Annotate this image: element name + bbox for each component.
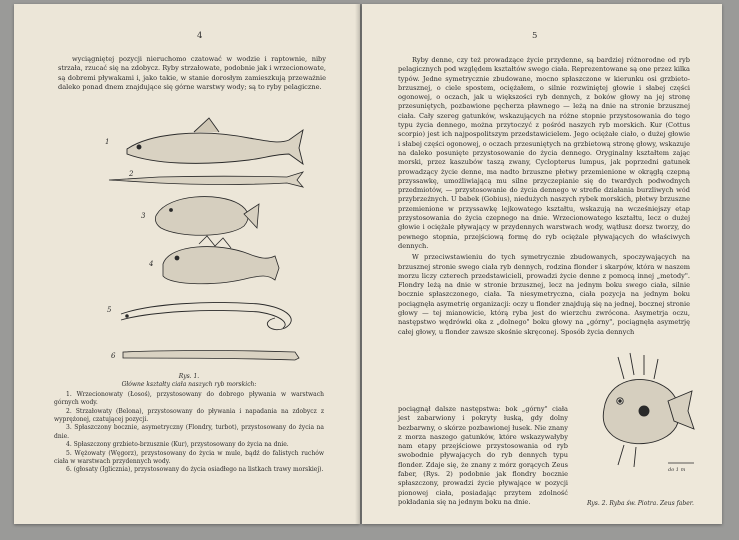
fish-salmon [127, 118, 303, 164]
caption-item: 5. Wężowaty (Węgorz), przystosowany do życia w mule, bądź do falistych ruchów ciała w warstwach przydennych wody. [54, 449, 324, 466]
fish-garfish [109, 172, 303, 187]
intro-paragraph: wyciągniętej pozycji nieruchomo czatować w wodzie i raptownie, niby strzała, rzucać się na zdobycz. Ryby strzałowate, podobnie jak i wrzecionowate, są dobremi pływakami i, jako takie, w stanie dorosłym zamieszkują przeważnie daleko ponad dnem znajdujące się górne warstwy wody; są to ryby pelagiczne. [58, 55, 326, 91]
caption-item: 6. (głosaty (Iglicznia), przystosowany do życia osiadłego na listkach trawy morskiej). [66, 466, 324, 474]
paragraph-1: Ryby denne, czy też prowadzące życie przydenne, są bardziej różnorodne od ryb pelagicznych pod względem kształtów swego ciała. Reprezentowane są one przez kilka typów. Jedne symetrycznie zbudowane, mocno spłaszczone w kierunku osi grzbieto-brzusznej, o ciele spostem, ociężałem, o silnie rozwiniętej głowie i słabej części ogonowej, o oczach, jak u większości ryb dennych, z boków głowy na jej stronę przesuniętych, pozbawione pęcherza pławnego — leżą na dnie na stronie brzusznej ciała. Cały szereg gatunków, wskazujących na różne stopnie przystosowania do tego typu życia dennego, można przytoczyć z pośród naszych ryb morskich. Kur (Cottus scorpio) jest ich najpospolitszym przedstawicielem. Jego ociężałe ciało, o dużej głowie i słabej części ogonowej, o oczach przesuniętych na grzbietową stronę głowy, wskazuje na daleko posunięte przystosowanie do życia dennego. Oryginalny kształtem zając morski, przez kaszubów taszą zwany, Cyclopterus lumpus, jak poprzedni gatunek prowadzący życie denne, ma nadto brzuszne płetwy przemienione w okrągłą czepną przyssawkę, umożliwiającą mu silne przyczepianie się do twardych podwodnych przedmiotów, — przystosowanie do życia dennego w strefie działania burzliwych wód przybrzeżnych. U babek (Gobius), niedużych naszych rybek morskich, płetwy brzuszne przemienione w przyssawkę lejkowatego kształtu, wskazują na wcześniejszy etap przystosowania do życia czepnego na dnie. Wrzecionowatego kształtu, lecz o dużej głowie i ociężale pływający w przydennych warstwach wody, wątłusz dorsz tworzy, do pewnego stopnia, przejściową formę do ryb ociężale pływających do właściwych dennych. [398, 56, 690, 250]
fish-flounder [155, 197, 259, 236]
fish-label-2: 2 [129, 170, 134, 178]
caption-item: 2. Strzałowaty (Belona), przystosowany do pływania i napadania na zdobycz z wyprężonej, czatującej pozycji. [54, 407, 324, 424]
fish-label-4: 4 [149, 260, 154, 268]
caption-item: 3. Spłaszczony bocznie, asymetryczny (Flondry, turbot), przystosowany do życia na dnie. [54, 424, 324, 440]
caption-item: 4. Spłaszczony grzbieto-brzusznie (Kur), przystosowany do życia na dnie. [66, 441, 289, 449]
right-narrow-text [398, 405, 568, 507]
fish-label-5: 5 [107, 306, 112, 314]
figure2-caption: Rys. 2. Ryba św. Piotra. Zeus faber. [587, 500, 694, 507]
left-page-number: 4 [197, 31, 203, 41]
fish-shapes-figure [99, 114, 309, 374]
fish-label-3: 3 [141, 212, 146, 220]
fish-label-6: 6 [111, 352, 116, 360]
caption-item: 1. Wrzecionowaty (Łosoś), przystosowany do dobrego pływania w warstwach górnych wody. [54, 390, 324, 407]
left-intro-text [58, 55, 326, 92]
fish-label-1: 1 [105, 138, 110, 146]
figure1-subtitle: Główne kształty ciała naszych ryb morskich: [121, 381, 257, 389]
right-page-number: 5 [532, 31, 538, 41]
left-page [14, 4, 360, 524]
fish-eel [121, 302, 291, 329]
figure1-title: Rys. 1. [178, 373, 200, 380]
zeus-faber-figure [584, 349, 702, 469]
paragraph-3: pociągnął dalsze następstwa: bok „górny" ciała jest zabarwiony i pokryty łuską, gdy dolny bezbarwny, o skórze pozbawionej łusek. Nie znany z morza naszego gatunków, które wskazywałyby nam etapy przejściowe przystosowania od ryb swobodnie pływających do ryb dennych typu flonder. Zdaje się, że znany z mórz gorących Zeus faber, (Rys. 2) podobnie jak flondry bocznie spłaszczony, prowadzi życie pływające w pozycji pionowej ciała, posiadając przytem zdolność pokładania się na jednym boku na dnie. [398, 405, 568, 506]
right-main-text [398, 56, 690, 337]
scale-label: do 1 m [668, 467, 686, 473]
figure1-caption [54, 373, 324, 475]
fish-pipefish [123, 351, 299, 361]
fish-sculpin [163, 236, 279, 284]
paragraph-2: W przeciwstawieniu do tych symetrycznie zbudowanych, spoczywających na brzusznej stronie swego ciała ryb dennych, rodzina flonder i skarpów, która w naszem morzu liczy czterech przedstawicieli, prowadzi życie denne z pomocą innej „metody". Flondry leżą na dnie w stronie brzusznej, lecz na jednym boku swego ciała, silnie bocznie spłaszczonego, ciała. Ta niesymetryczna, ciała pozycja na jednym boku pociągnęła asymetrię organizacji: oczy u flonder znajdują się na jednej, bocznej stronie głowy — tej mianowicie, którą ryba jest do wierzchu zwrócona. Asymetrja oczu, następstwo wędrówki oka z „dolnego" boku głowy na „górny", pociągnęła asymetrję całej głowy, u flonder zawsze skośnie skręconej. Sposób życia dennych [398, 253, 690, 336]
right-page [362, 4, 722, 524]
